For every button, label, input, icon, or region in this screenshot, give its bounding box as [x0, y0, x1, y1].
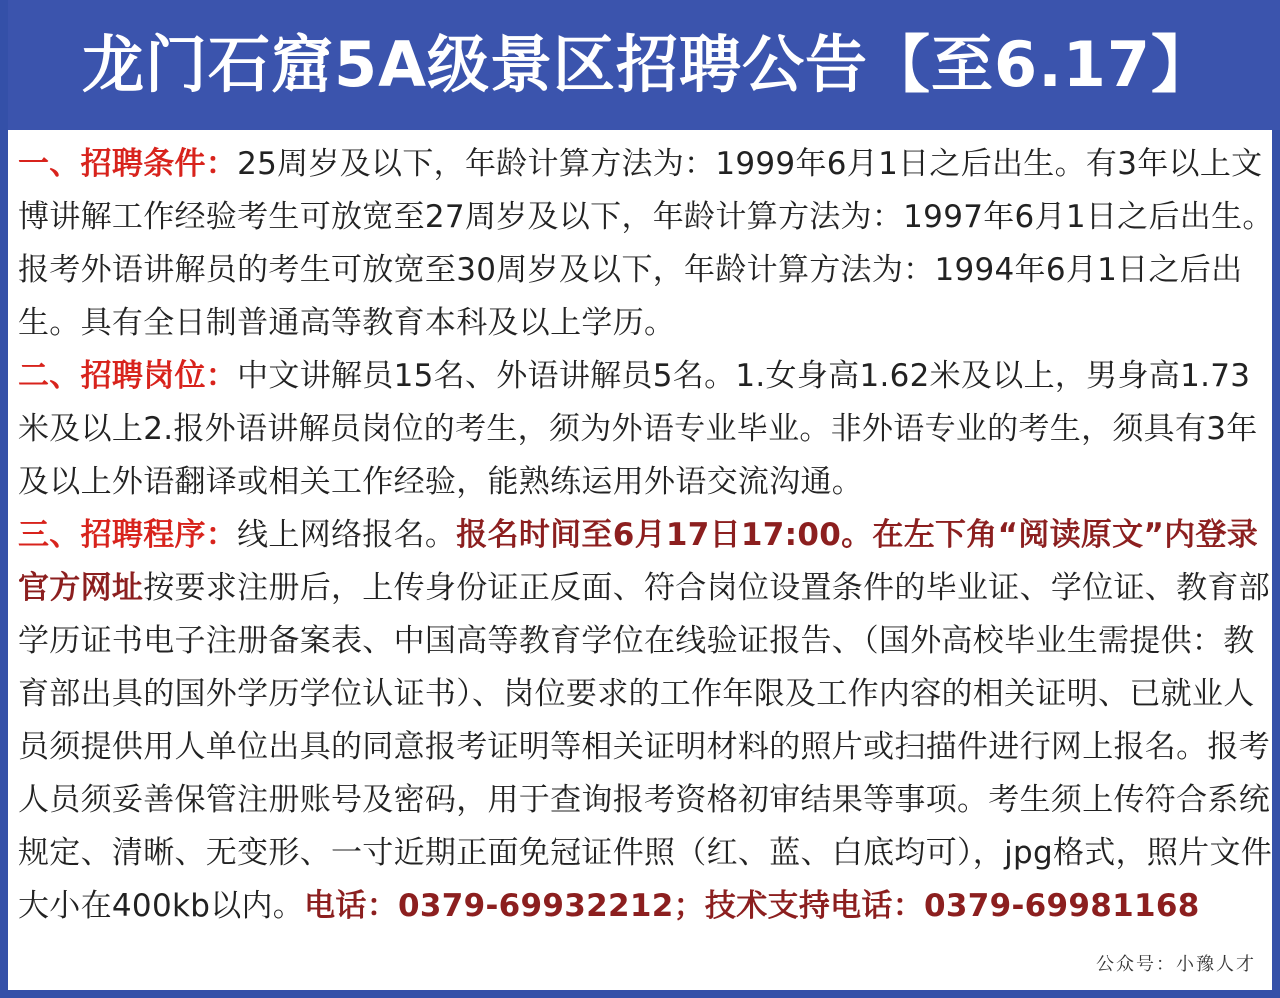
section-conditions — [18, 138, 1274, 350]
watermark: 公众号：小豫人才 — [1096, 954, 1256, 975]
section-heading: 三、招聘程序： — [18, 517, 238, 553]
section-text: 线上网络报名。 — [237, 517, 457, 553]
section-procedure — [18, 509, 1274, 933]
section-positions — [18, 350, 1274, 509]
page-title: 龙门石窟5A级景区招聘公告【至6.17】 — [8, 0, 1280, 130]
registration-highlight: 报名时间至6月17日17:00。在左下角“阅读原文”内登录官方网址 — [18, 517, 1259, 606]
contact-phone: 电话：0379-69932212；技术支持电话：0379-69981168 — [304, 888, 1200, 924]
section-text: 中文讲解员15名、外语讲解员5名。1.女身高1.62米及以上，男身高1.73米及以上2.报外语讲解员岗位的考生，须为外语专业毕业。非外语专业的考生，须具有3年及以上外语翻译或相关工作经验，能熟练运用外语交流沟通。 — [18, 358, 1258, 500]
notice-body — [18, 138, 1274, 933]
section-heading: 一、招聘条件： — [18, 146, 238, 182]
section-text: 25周岁及以下，年龄计算方法为：1999年6月1日之后出生。有3年以上文博讲解工作经验考生可放宽至27周岁及以下，年龄计算方法为：1997年6月1日之后出生。报考外语讲解员的考生可放宽至30周岁及以下，年龄计算方法为：1994年6月1日之后出生。具有全日制普通高等教育本科及以上学历。 — [18, 146, 1274, 341]
section-text: 按要求注册后，上传身份证正反面、符合岗位设置条件的毕业证、学位证、教育部学历证书电子注册备案表、中国高等教育学位在线验证报告、（国外高校毕业生需提供：教育部出具的国外学历学位认证书）、岗位要求的工作年限及工作内容的相关证明、已就业人员须提供用人单位出具的同意报考证明等相关证明材料的照片或扫描件进行网上报名。报考人员须妥善保管注册账号及密码，用于查询报考资格初审结果等事项。考生须上传符合系统规定、清晰、无变形、一寸近期正面免冠证件照（红、蓝、白底均可），jpg格式，照片文件大小在400kb以内。 — [18, 570, 1273, 924]
section-heading: 二、招聘岗位： — [18, 358, 238, 394]
